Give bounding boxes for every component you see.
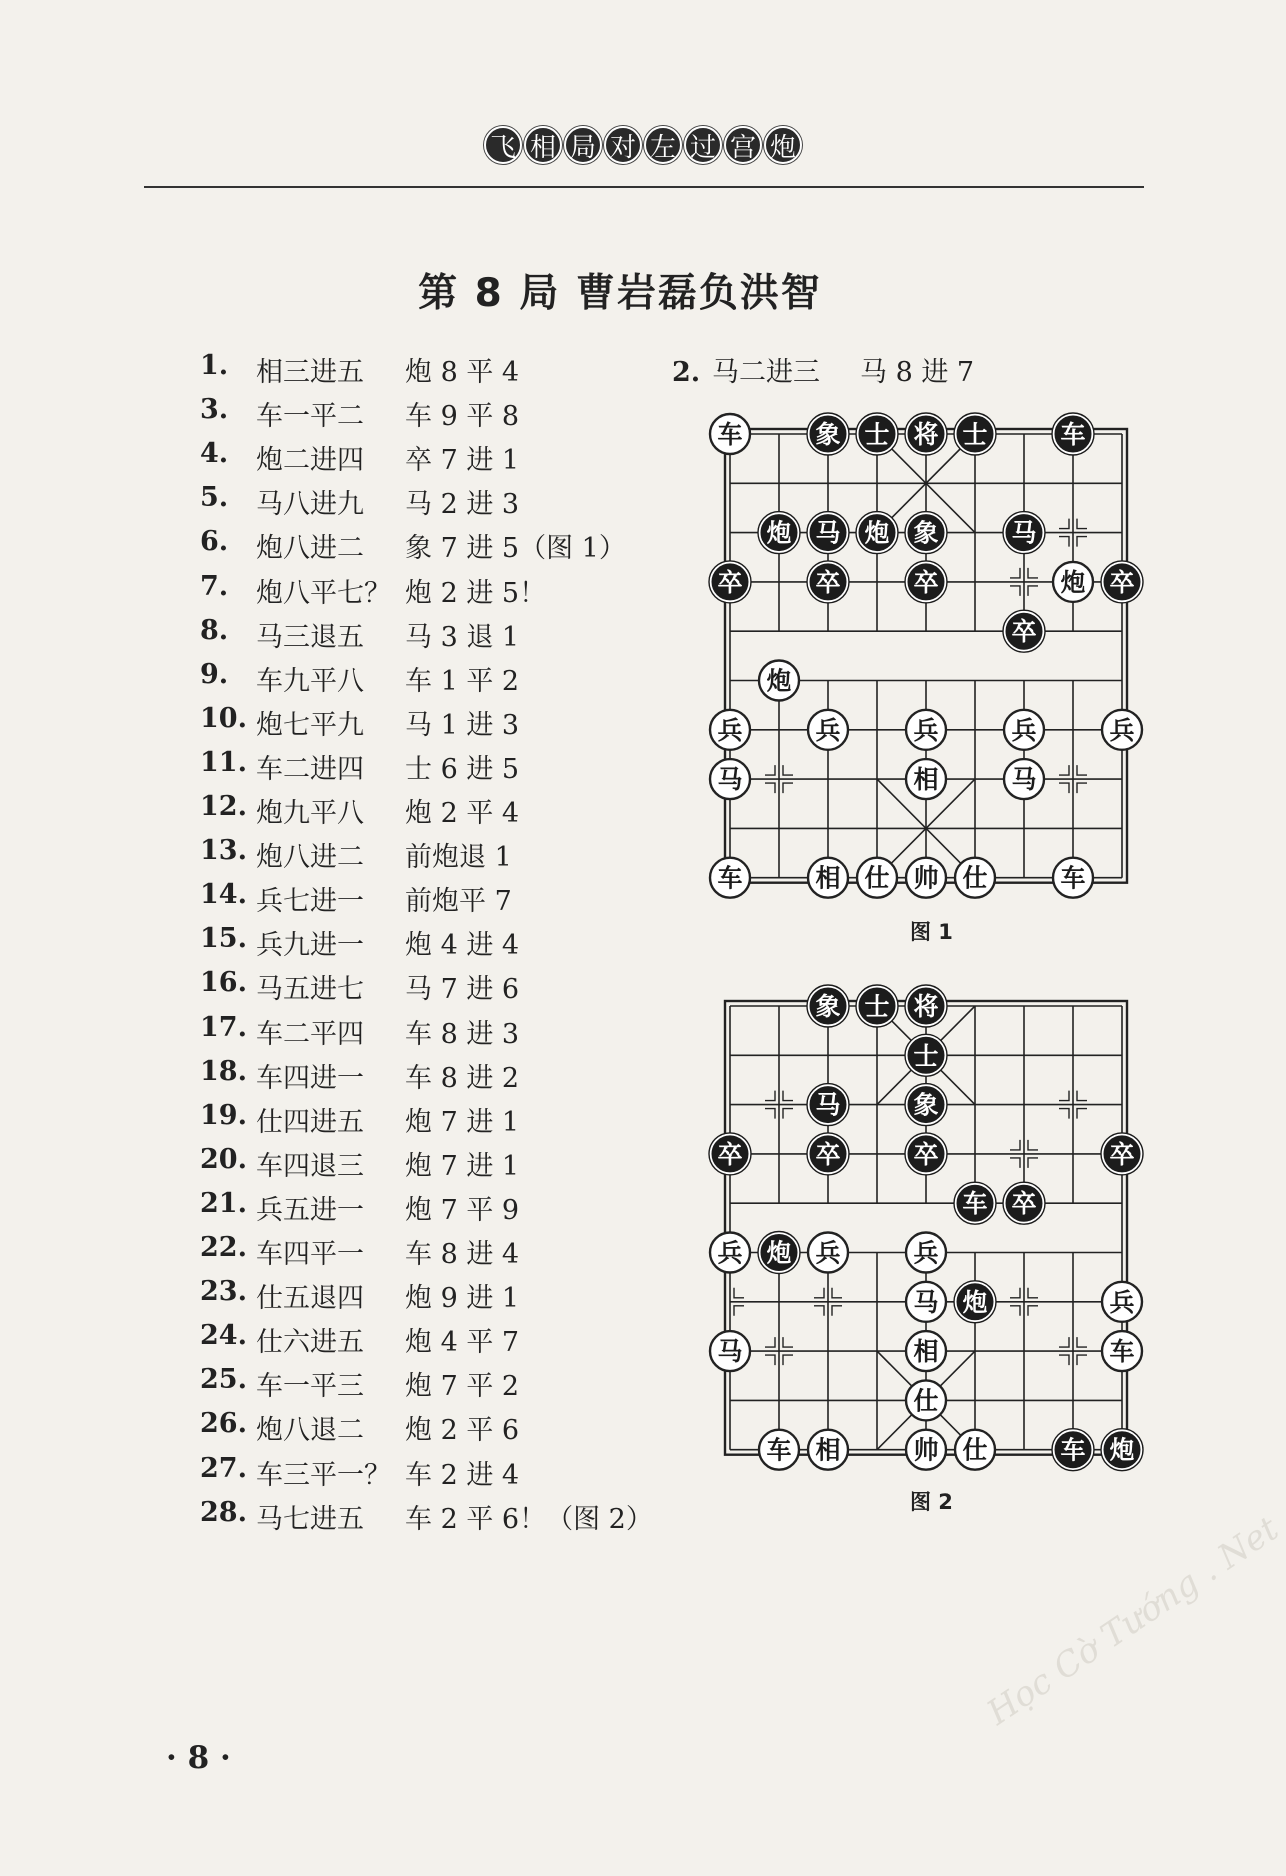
piece-label: 士 [864, 992, 890, 1021]
red-piece [1053, 858, 1093, 898]
piece-label: 兵 [1109, 715, 1135, 745]
black-piece [1052, 413, 1094, 455]
black-move: 马 7 进 6 [405, 974, 520, 1006]
piece-label: 炮 [766, 1238, 792, 1268]
move-number: 13. [200, 835, 247, 867]
red-piece [808, 858, 848, 898]
red-move: 兵七进一 [256, 886, 364, 918]
move-number: 8. [200, 614, 229, 646]
move-number: 24. [200, 1320, 247, 1352]
black-move: 炮 9 进 1 [405, 1283, 520, 1315]
running-header [0, 118, 1240, 178]
move-number: 22. [200, 1232, 247, 1263]
piece-label: 卒 [815, 1139, 841, 1169]
piece-label: 卒 [1011, 617, 1037, 647]
piece-label: 车 [717, 863, 743, 893]
red-piece [906, 759, 946, 799]
black-piece [709, 1133, 751, 1175]
piece-label: 士 [913, 1041, 939, 1071]
red-piece [1102, 710, 1142, 750]
piece-label: 马 [815, 1090, 841, 1120]
move-number: 9. [200, 658, 229, 690]
red-piece [710, 710, 750, 750]
black-move: 车 2 进 4 [405, 1459, 520, 1491]
move-number: 11. [200, 746, 247, 778]
figure-caption-2: 图 2 [910, 1490, 953, 1514]
move-number: 20. [200, 1143, 247, 1175]
red-piece [710, 858, 750, 898]
move-number: 26. [200, 1408, 247, 1440]
red-piece [1053, 562, 1093, 602]
move-number: 19. [200, 1099, 247, 1131]
piece-label: 象 [815, 420, 841, 449]
piece-label: 马 [717, 1337, 743, 1367]
piece-label: 兵 [1011, 715, 1037, 745]
black-move: 车 1 平 2 [405, 665, 520, 697]
board-grid [725, 429, 1127, 883]
red-move: 炮八进二 [256, 533, 364, 565]
piece-label: 炮 [864, 518, 890, 548]
move-number: 25. [200, 1364, 247, 1396]
black-move: 士 6 进 5 [405, 753, 520, 785]
move-number: 4. [200, 438, 229, 470]
piece-label: 卒 [1109, 1139, 1135, 1169]
piece-label: 炮 [1109, 1435, 1135, 1465]
red-piece [808, 710, 848, 750]
red-piece [906, 1233, 946, 1273]
red-piece [857, 858, 897, 898]
red-move: 车三平一？ [256, 1459, 391, 1491]
piece-label: 炮 [766, 666, 792, 696]
header-rule [144, 186, 1144, 188]
piece-label: 兵 [913, 715, 939, 745]
black-piece [807, 1133, 849, 1175]
move-number: 10. [200, 702, 247, 734]
move-number: 2. [672, 357, 701, 388]
red-move: 炮七平九 [256, 709, 364, 741]
red-piece [1102, 1331, 1142, 1371]
black-move: 炮 2 平 6 [405, 1415, 520, 1447]
piece-label: 士 [962, 420, 988, 449]
piece-label: 马 [815, 518, 841, 548]
red-move: 炮八退二 [256, 1415, 364, 1447]
red-piece [808, 1430, 848, 1470]
piece-label: 相 [815, 863, 841, 893]
black-piece [758, 1232, 800, 1274]
move-number: 14. [200, 879, 247, 911]
red-move: 炮八平七？ [256, 577, 391, 609]
header-char: 宫 [724, 126, 762, 164]
black-piece [856, 512, 898, 554]
header-char: 飞 [484, 126, 522, 164]
piece-label: 仕 [913, 1386, 939, 1416]
move-number: 18. [200, 1055, 247, 1087]
move-row [672, 350, 974, 389]
black-piece [1052, 1429, 1094, 1471]
red-piece [1004, 710, 1044, 750]
move-number: 1. [200, 350, 229, 381]
black-piece [856, 413, 898, 455]
piece-label: 卒 [1109, 567, 1135, 597]
piece-label: 炮 [766, 518, 792, 548]
black-move: 炮 4 平 7 [405, 1327, 520, 1359]
piece-label: 兵 [717, 715, 743, 745]
black-piece [1003, 610, 1045, 652]
red-piece [759, 661, 799, 701]
red-piece [710, 1233, 750, 1273]
piece-label: 炮 [962, 1287, 988, 1317]
black-move: 马 8 进 7 [860, 357, 975, 388]
black-move: 前炮平 7 [405, 886, 512, 918]
black-move: 炮 4 进 4 [405, 930, 520, 962]
header-char: 对 [604, 126, 642, 164]
red-move: 车四平一 [256, 1239, 364, 1270]
move-number: 17. [200, 1011, 247, 1043]
black-piece [807, 1084, 849, 1126]
move-number: 16. [200, 967, 247, 999]
black-piece [807, 512, 849, 554]
black-move: 炮 7 平 9 [405, 1194, 520, 1226]
red-move: 炮九平八 [256, 798, 364, 829]
piece-label: 士 [864, 420, 890, 449]
piece-label: 马 [913, 1287, 939, 1317]
black-move: 马 3 退 1 [405, 621, 520, 653]
red-piece [710, 414, 750, 454]
black-piece [1003, 1182, 1045, 1224]
header-char: 局 [564, 126, 602, 164]
red-move: 炮八进二 [256, 842, 364, 874]
black-move: 炮 2 进 5！ [405, 577, 547, 609]
black-move: 马 2 进 3 [405, 489, 520, 521]
red-piece [808, 1233, 848, 1273]
red-piece [1102, 1282, 1142, 1322]
piece-label: 车 [717, 420, 743, 449]
black-move: 炮 7 进 1 [405, 1150, 520, 1182]
black-move: 车 8 进 2 [405, 1062, 520, 1094]
piece-label: 象 [815, 992, 841, 1021]
black-move: 前炮退 1 [405, 842, 512, 874]
piece-label: 兵 [717, 1238, 743, 1268]
black-move: 卒 7 进 1 [405, 445, 520, 477]
piece-label: 车 [1060, 420, 1086, 449]
black-piece [905, 413, 947, 455]
piece-label: 卒 [717, 567, 743, 597]
piece-label: 兵 [913, 1238, 939, 1268]
black-piece [1101, 1429, 1143, 1471]
red-move: 马三退五 [256, 621, 364, 653]
piece-label: 炮 [1060, 567, 1086, 597]
black-piece [709, 561, 751, 603]
piece-label: 相 [913, 765, 939, 795]
piece-label: 仕 [864, 863, 890, 893]
piece-label: 将 [913, 420, 939, 449]
red-move: 兵五进一 [256, 1194, 364, 1226]
move-number: 15. [200, 923, 247, 955]
red-piece [710, 759, 750, 799]
black-piece [807, 413, 849, 455]
red-piece [955, 1430, 995, 1470]
red-move: 炮二进四 [256, 445, 364, 477]
piece-label: 象 [913, 518, 939, 548]
black-piece [905, 985, 947, 1027]
piece-label: 车 [1060, 1435, 1086, 1465]
black-move: 炮 7 进 1 [405, 1106, 520, 1138]
header-char: 相 [524, 126, 562, 164]
red-piece [1004, 759, 1044, 799]
red-piece [906, 1282, 946, 1322]
red-piece [759, 1430, 799, 1470]
piece-label: 兵 [815, 1238, 841, 1268]
black-piece [905, 1084, 947, 1126]
black-piece [1101, 561, 1143, 603]
piece-label: 卒 [913, 1139, 939, 1169]
red-move: 车九平八 [256, 665, 364, 697]
move-number: 3. [200, 394, 229, 426]
red-move: 马七进五 [256, 1503, 364, 1535]
black-piece [905, 1034, 947, 1076]
piece-label: 卒 [815, 567, 841, 597]
piece-label: 相 [913, 1337, 939, 1367]
piece-label: 兵 [1109, 1287, 1135, 1317]
black-piece [856, 985, 898, 1027]
move-number: 7. [200, 570, 229, 602]
watermark: Học Cờ Tướng . Net [980, 1508, 1286, 1734]
red-piece [906, 710, 946, 750]
red-piece [955, 858, 995, 898]
piece-label: 象 [913, 1090, 939, 1120]
piece-label: 马 [1011, 765, 1037, 795]
move-number: 27. [200, 1452, 247, 1484]
red-piece [906, 1331, 946, 1371]
black-move: 车 8 进 4 [405, 1239, 520, 1270]
piece-label: 卒 [913, 567, 939, 597]
piece-label: 车 [1060, 863, 1086, 893]
red-move: 车四退三 [256, 1150, 364, 1182]
piece-label: 车 [1109, 1337, 1135, 1367]
black-move: 车 9 平 8 [405, 401, 520, 433]
header-title [484, 126, 802, 164]
game-title: 第 8 局 曹岩磊负洪智 [418, 271, 822, 316]
black-move: 马 1 进 3 [405, 709, 520, 741]
piece-label: 卒 [1011, 1189, 1037, 1219]
piece-label: 车 [766, 1435, 792, 1465]
black-piece [905, 561, 947, 603]
black-piece [1003, 512, 1045, 554]
piece-label: 马 [717, 765, 743, 795]
piece-label: 车 [962, 1189, 988, 1219]
move-number: 28. [200, 1496, 247, 1528]
red-piece [906, 1430, 946, 1470]
header-char: 过 [684, 126, 722, 164]
move-number: 5. [200, 482, 229, 514]
page-number: · 8 · [166, 1740, 231, 1776]
header-char: 炮 [764, 126, 802, 164]
black-move: 炮 8 平 4 [405, 357, 520, 388]
red-move: 车二平四 [256, 1018, 364, 1050]
red-move: 仕五退四 [256, 1283, 364, 1315]
black-move: 车 2 平 6！（图 2） [405, 1503, 653, 1535]
piece-label: 马 [1011, 518, 1037, 548]
black-piece [954, 1182, 996, 1224]
red-piece [906, 1380, 946, 1420]
red-move: 车二进四 [256, 753, 364, 785]
red-piece [906, 858, 946, 898]
piece-label: 帅 [913, 1435, 939, 1465]
move-list-right [672, 350, 974, 389]
black-move: 炮 2 平 4 [405, 798, 520, 829]
move-number: 12. [200, 791, 247, 822]
black-piece [807, 985, 849, 1027]
board-diagram-1 [706, 410, 1146, 900]
move-number: 6. [200, 526, 229, 558]
black-move: 车 8 进 3 [405, 1018, 520, 1050]
piece-label: 兵 [815, 715, 841, 745]
piece-label: 仕 [962, 863, 988, 893]
piece-label: 仕 [962, 1435, 988, 1465]
black-piece [807, 561, 849, 603]
piece-label: 将 [913, 992, 939, 1021]
black-piece [954, 1281, 996, 1323]
red-move: 相三进五 [256, 357, 364, 388]
red-move: 仕四进五 [256, 1106, 364, 1138]
red-move: 车四进一 [256, 1062, 364, 1094]
black-piece [905, 1133, 947, 1175]
black-piece [954, 413, 996, 455]
piece-label: 相 [815, 1435, 841, 1465]
move-number: 23. [200, 1276, 247, 1308]
header-char: 左 [644, 126, 682, 164]
red-move: 仕六进五 [256, 1327, 364, 1359]
black-piece [758, 512, 800, 554]
piece-label: 帅 [913, 863, 939, 893]
red-move: 马五进七 [256, 974, 364, 1006]
red-move: 马八进九 [256, 489, 364, 521]
black-piece [905, 512, 947, 554]
black-move: 象 7 进 5（图 1） [405, 533, 626, 565]
red-move: 兵九进一 [256, 930, 364, 962]
figure-caption-1: 图 1 [910, 920, 953, 944]
red-move: 车一平二 [256, 401, 364, 433]
red-piece [710, 1331, 750, 1371]
piece-label: 卒 [717, 1139, 743, 1169]
board-diagram-2 [706, 982, 1146, 1472]
red-move: 车一平三 [256, 1371, 364, 1403]
red-move: 马二进三 [712, 357, 820, 388]
move-number: 21. [200, 1187, 247, 1219]
black-piece [1101, 1133, 1143, 1175]
black-move: 炮 7 平 2 [405, 1371, 520, 1403]
